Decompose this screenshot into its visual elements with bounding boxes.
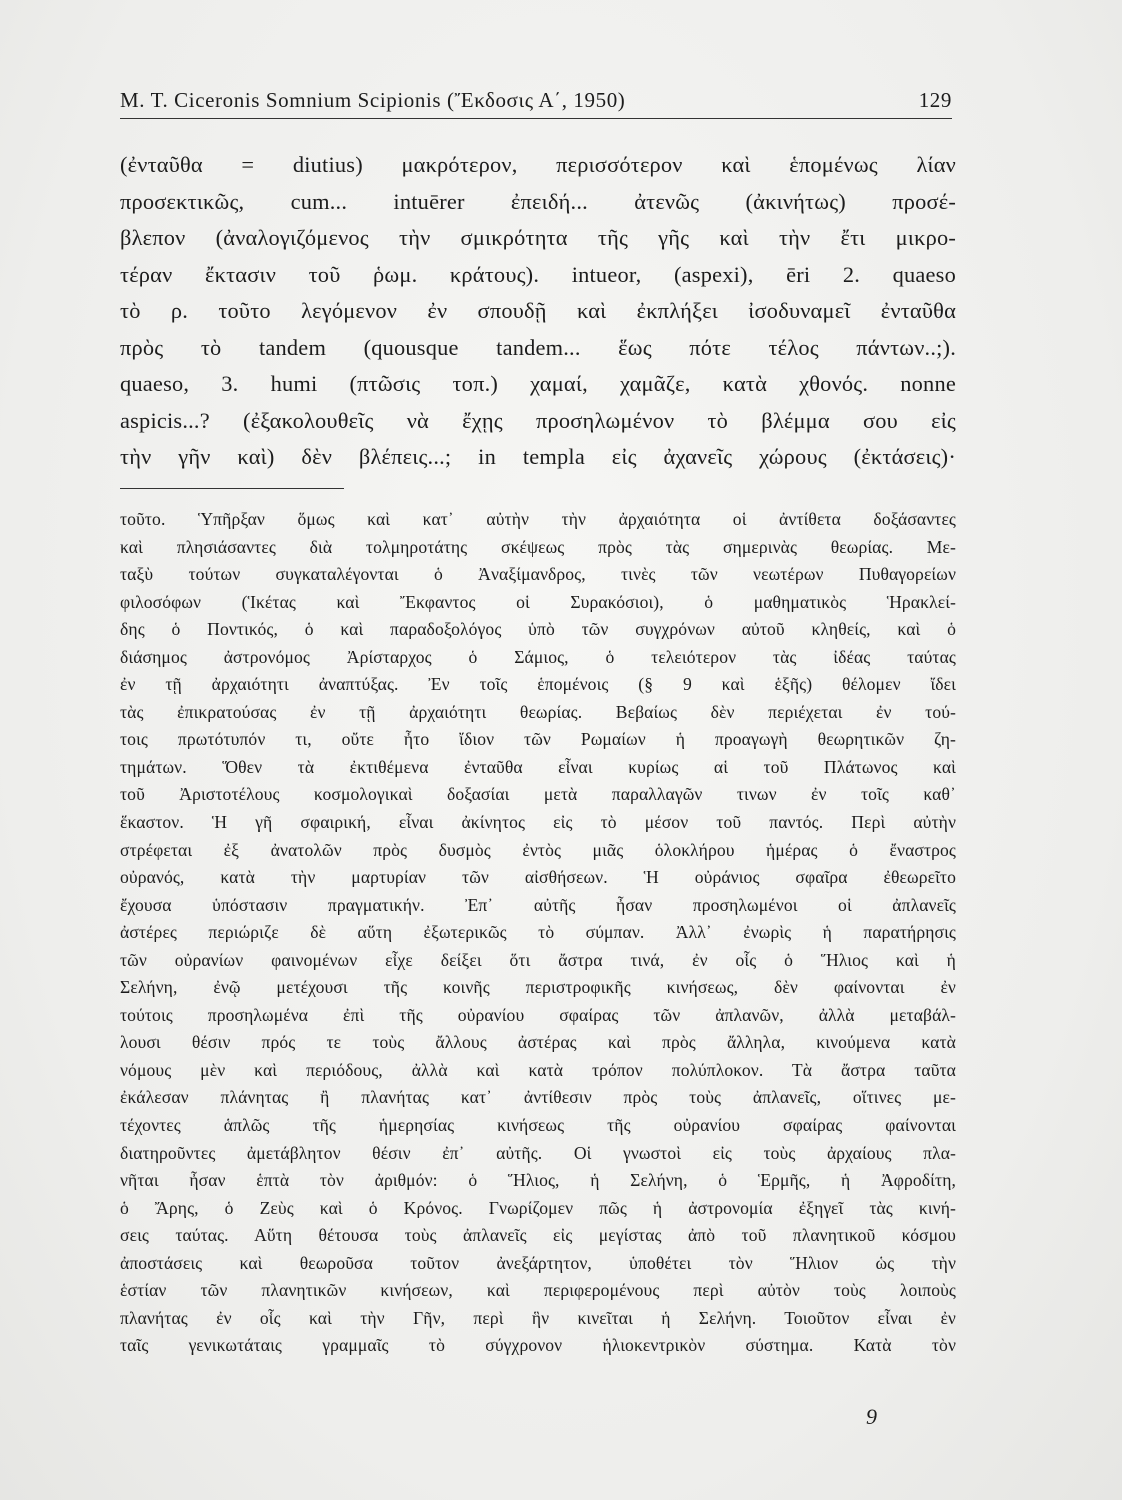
footnote-line: τοις πρωτότυπόν τι, οὔτε ἦτο ἴδιον τῶν Ρωμαίων ἡ προαγωγὴ θεωρητικῶν ζη- — [120, 729, 956, 750]
footnote-line: τέχοντες ἁπλῶς τῆς ἡμερησίας κινήσεως τῆς οὐρανίου σφαίρας φαίνονται — [120, 1115, 956, 1136]
footnote-line: δης ὁ Ποντικός, ὁ καὶ παραδοξολόγος ὑπὸ τῶν συγχρόνων αὐτοῦ κληθείς, καὶ ὁ — [120, 619, 956, 640]
text-line: aspicis...? (ἐξακολουθεῖς νὰ ἔχῃς προσηλωμένον τὸ βλέμμα σου εἰς — [120, 407, 956, 433]
text-line: τέραν ἔκτασιν τοῦ ῥωμ. κράτους). intueor, (aspexi), ēri 2. quaeso — [120, 261, 956, 287]
footnote-line: ἑστίαν τῶν πλανητικῶν κινήσεων, καὶ περιφερομένους περὶ αὐτὸν τοὺς λοιποὺς — [120, 1280, 956, 1301]
footnote-line: σεις ταύτας. Αὕτη θέτουσα τοὺς ἀπλανεῖς εἰς μεγίστας ἀπὸ τοῦ πλανητικοῦ κόσμου — [120, 1225, 956, 1246]
footnote-line: διατηροῦντες ἀμετάβλητον θέσιν ἐπ᾿ αὐτῆς. Οἱ γνωστοὶ εἰς τοὺς ἀρχαίους πλα- — [120, 1142, 956, 1163]
text-line: (ἐνταῦθα = diutius) μακρότερον, περισσότερον καὶ ἑπομένως λίαν — [120, 152, 956, 177]
footnote-line: τούτοις προσηλωμένα ἐπὶ τῆς οὐρανίου σφαίρας τῶν ἀπλανῶν, ἀλλὰ μεταβάλ- — [120, 1004, 956, 1025]
footnote-line: ἐκάλεσαν πλάνητας ἢ πλανήτας κατ᾿ ἀντίθεσιν πρὸς τοὺς ἀπλανεῖς, οἵτινες με- — [120, 1087, 956, 1108]
footnote-line: τοῦ Ἀριστοτέλους κοσμολογικαὶ δοξασίαι μετὰ παραλλαγῶν τινων ἐν τοῖς καθ᾿ — [120, 784, 956, 805]
running-header — [120, 84, 952, 119]
footnote-line: ἀστέρες περιώριζε δὲ αὕτη ἐξωτερικῶς τὸ σύμπαν. Ἀλλ᾿ ἐνωρὶς ἡ παρατήρησις — [120, 922, 956, 943]
footnote-line: καὶ πλησιάσαντες διὰ τολμηροτάτης σκέψεως πρὸς τὰς σημερινὰς θεωρίας. Με- — [120, 536, 956, 557]
text-line: βλεπον (ἀναλογιζόμενος τὴν σμικρότητα τῆς γῆς καὶ τὴν ἔτι μικρο- — [120, 225, 956, 250]
footnote-text — [120, 506, 956, 1360]
footnote-line: διάσημος ἀστρονόμος Ἀρίσταρχος ὁ Σάμιος, ὁ τελειότερον τὰς ἰδέας ταύτας — [120, 646, 956, 667]
footnote-line: πλανήτας ἐν οἷς καὶ τὴν Γῆν, περὶ ἣν κινεῖται ἡ Σελήνη. Τοιοῦτον εἶναι ἐν — [120, 1307, 956, 1328]
footnote-line: λουσι θέσιν πρός τε τοὺς ἄλλους ἀστέρας καὶ πρὸς ἄλληλα, κινούμενα κατὰ — [120, 1032, 956, 1053]
text-line: προσεκτικῶς, cum... intuērer ἐπειδή... ἀτενῶς (ἀκινήτως) προσέ- — [120, 188, 956, 214]
footnote-line: τοῦτο. Ὑπῆρξαν ὅμως καὶ κατ᾿ αὐτὴν τὴν ἀρχαιότητα οἱ ἀντίθετα δοξάσαντες — [120, 509, 956, 529]
signature-mark: 9 — [866, 1404, 877, 1429]
text-line: τὸ ρ. τοῦτο λεγόμενον ἐν σπουδῇ καὶ ἐκπλήξει ἰσοδυναμεῖ ἐνταῦθα — [120, 298, 956, 323]
footnote-line: οὐρανός, κατὰ τὴν μαρτυρίαν τῶν αἰσθήσεων. Ἡ οὐράνιος σφαῖρα ἐθεωρεῖτο — [120, 867, 956, 888]
footnote-line: ἀποστάσεις καὶ θεωροῦσα τοῦτον ἀνεξάρτητον, ὑποθέτει τὸν Ἥλιον ὡς τὴν — [120, 1252, 956, 1273]
text-line: πρὸς τὸ tandem (quousque tandem... ἕως πότε τέλος πάντων..;). — [120, 334, 956, 360]
footnote-line: στρέφεται ἐξ ἀνατολῶν πρὸς δυσμὸς ἐντὸς μιᾶς ὁλοκλήρου ἡμέρας ὁ ἔναστρος — [120, 839, 956, 860]
footnote-line: ὁ Ἄρης, ὁ Ζεὺς καὶ ὁ Κρόνος. Γνωρίζομεν πῶς ἡ ἀστρονομία ἐξηγεῖ τὰς κινή- — [120, 1197, 956, 1218]
commentary-text — [120, 147, 956, 476]
footnote-line: τῶν οὐρανίων φαινομένων εἶχε δείξει ὅτι ἄστρα τινά, ἐν οἷς ὁ Ἥλιος καὶ ἡ — [120, 949, 956, 970]
text-line: quaeso, 3. humi (πτῶσις τοπ.) χαμαί, χαμᾶζε, κατὰ χθονός. nonne — [120, 371, 956, 396]
footnote-line: τὰς ἐπικρατούσας ἐν τῇ ἀρχαιότητι θεωρίας. Βεβαίως δὲν περιέχεται ἐν τού- — [120, 701, 956, 722]
footnote-line: φιλοσόφων (Ἱκέτας καὶ Ἔκφαντος οἱ Συρακόσιοι), ὁ μαθηματικὸς Ἡρακλεί- — [120, 591, 956, 612]
running-title: M. T. Ciceronis Somnium Scipionis (Ἔκδοσις Α΄, 1950) — [120, 88, 626, 112]
footnote-line: ταῖς γενικωτάταις γραμμαῖς τὸ σύγχρονον ἡλιοκεντρικὸν σύστημα. Κατὰ τὸν — [120, 1335, 956, 1356]
footnote-line: νῆται ἦσαν ἑπτὰ τὸν ἀριθμόν: ὁ Ἥλιος, ἡ Σελήνη, ὁ Ἑρμῆς, ἡ Ἀφροδίτη, — [120, 1170, 956, 1191]
footnote-line: ἔχουσα ὑπόστασιν πραγματικήν. Ἐπ᾿ αὐτῆς ἦσαν προσηλωμένοι οἱ ἀπλανεῖς — [120, 894, 956, 915]
footnote-line: τημάτων. Ὅθεν τὰ ἐκτιθέμενα ἐνταῦθα εἶναι κυρίως αἱ τοῦ Πλάτωνος καὶ — [120, 756, 956, 777]
page-number: 129 — [918, 88, 952, 112]
footnote-line: νόμους μὲν καὶ περιόδους, ἀλλὰ καὶ κατὰ τρόπον πολύπλοκον. Τὰ ἄστρα ταῦτα — [120, 1059, 956, 1080]
footnote-line: ἐν τῇ ἀρχαιότητι ἀναπτύξας. Ἐν τοῖς ἑπομένοις (§ 9 καὶ ἑξῆς) θέλομεν ἴδει — [120, 674, 956, 695]
footnote-line: ταξὺ τούτων συγκαταλέγονται ὁ Ἀναξίμανδρος, τινὲς τῶν νεωτέρων Πυθαγορείων — [120, 564, 956, 585]
footnote-line: ἕκαστον. Ἡ γῆ σφαιρική, εἶναι ἀκίνητος εἰς τὸ μέσον τοῦ παντός. Περὶ αὐτὴν — [120, 812, 956, 833]
text-line: τὴν γῆν καὶ) δὲν βλέπεις...; in templa εἰς ἀχανεῖς χώρους (ἐκτάσεις)· — [120, 444, 956, 469]
footnote-line: Σελήνη, ἐνῷ μετέχουσι τῆς κοινῆς περιστροφικῆς κινήσεως, δὲν φαίνονται ἐν — [120, 977, 956, 998]
footnote-separator — [120, 488, 344, 489]
